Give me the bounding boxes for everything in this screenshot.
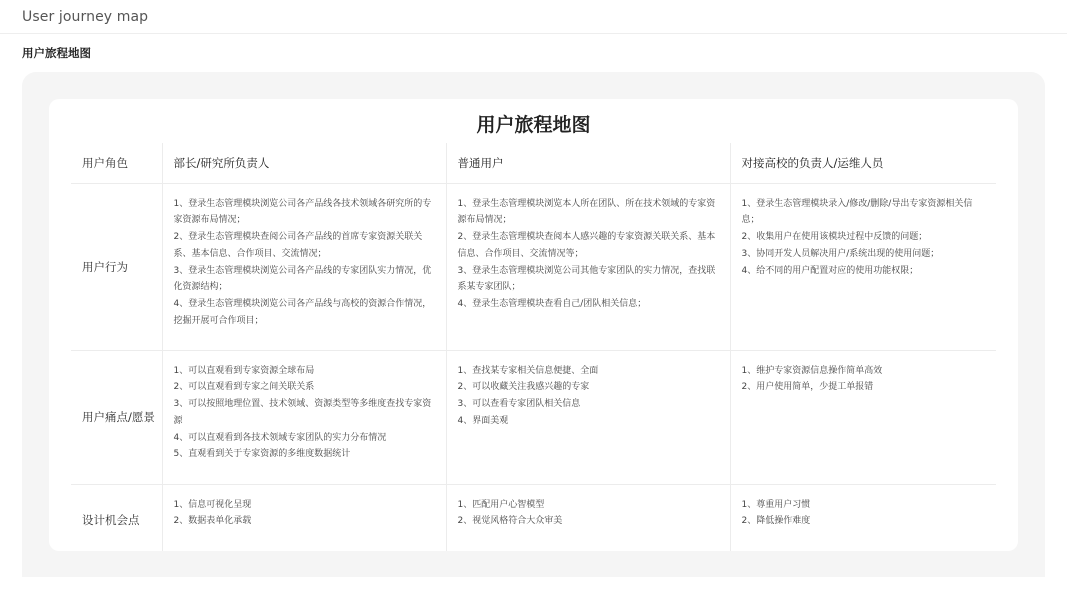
journey-map-title: 用户旅程地图 <box>476 114 591 136</box>
cell-text-line: 1、查找某专家相关信息便捷、全面 <box>457 365 599 376</box>
role-header-3: 对接高校的负责人/运维人员 <box>730 143 996 183</box>
cell-text-line: 挖掘开展可合作项目； <box>173 316 264 327</box>
cell-text-line: 2、视觉风格符合大众审美 <box>457 516 563 527</box>
pain-point-row <box>71 350 996 484</box>
cell-text-line: 1、可以直观看到专家资源全球布局 <box>173 365 315 376</box>
cell-text-line: 1、登录生态管理模块浏览本人所在团队、所在技术领域的专家资 <box>457 198 716 209</box>
role-header-2: 普通用户 <box>446 143 730 183</box>
section-label: 用户旅程地图 <box>22 46 91 60</box>
cell-text-line: 1、尊重用户习惯 <box>741 499 811 510</box>
journey-map-table <box>71 143 996 551</box>
cell-text-line: 系某专家团队； <box>457 282 521 293</box>
cell-text-line: 3、登录生态管理模块浏览公司各产品线的专家团队实力情况，优 <box>173 265 432 276</box>
cell-text-line: 2、降低操作难度 <box>741 516 811 527</box>
cell-text-line: 4、给不同的用户配置对应的使用功能权限； <box>741 265 919 276</box>
cell-text-line: 3、可以查看专家团队相关信息 <box>457 399 581 410</box>
cell-text-line: 家资源布局情况； <box>173 215 246 226</box>
cell-text-line: 4、可以直观看到各技术领域专家团队的实力分布情况 <box>173 432 387 443</box>
cell-text-line: 2、登录生态管理模块查阅本人感兴趣的专家资源关联关系、基本 <box>457 232 716 243</box>
cell-text-line: 2、收集用户在使用该模块过程中反馈的问题； <box>741 232 928 243</box>
cell-text-line: 源 <box>173 415 183 426</box>
cell-text-line: 5、直观看到关于专家资源的多维度数据统计 <box>173 449 351 460</box>
cell-text-line: 1、维护专家资源信息操作简单高效 <box>741 365 883 376</box>
cell-text-line: 1、匹配用户心智模型 <box>457 499 545 510</box>
row-label-design-opportunities: 设计机会点 <box>71 484 162 551</box>
row-label-pain-points: 用户痛点/愿景 <box>71 350 162 484</box>
cell-text-line: 2、可以直观看到专家之间关联关系 <box>173 382 315 393</box>
cell-text-line: 4、登录生态管理模块查看自己/团队相关信息； <box>457 299 647 310</box>
cell-text-line: 2、用户使用简单，少提工单报错 <box>741 382 874 393</box>
pain-point-cell <box>730 350 996 484</box>
cell-text-line: 源布局情况； <box>457 215 512 226</box>
top-bar <box>0 0 1067 34</box>
role-header-1: 部长/研究所负责人 <box>162 143 446 183</box>
cell-text-line: 1、登录生态管理模块浏览公司各产品线各技术领域各研究所的专 <box>173 198 432 209</box>
design-opportunity-cell <box>446 484 730 551</box>
cell-text-line: 1、登录生态管理模块录入/修改/删除/导出专家资源相关信息； <box>741 198 973 226</box>
cell-text-line: 1、信息可视化呈现 <box>173 499 252 510</box>
pain-point-cell <box>162 350 446 484</box>
cell-text-line: 2、数据表单化承载 <box>173 516 252 527</box>
behavior-cell <box>730 183 996 350</box>
cell-text-line: 3、登录生态管理模块浏览公司其他专家团队的实力情况，查找联 <box>457 265 716 276</box>
cell-text-line: 化资源结构； <box>173 282 228 293</box>
design-opportunity-cell <box>730 484 996 551</box>
cell-text-line: 4、登录生态管理模块浏览公司各产品线与高校的资源合作情况， <box>173 299 432 310</box>
row-label-behavior: 用户行为 <box>71 183 162 350</box>
cell-text-line: 2、可以收藏关注我感兴趣的专家 <box>457 382 590 393</box>
behavior-cell <box>446 183 730 350</box>
cell-text-line: 信息、合作项目、交流情况等； <box>457 248 584 259</box>
cell-text-line: 3、可以按照地理位置、技术领域、资源类型等多维度查找专家资 <box>173 399 432 410</box>
behavior-cell <box>162 183 446 350</box>
role-header-row <box>71 143 996 183</box>
row-label-role: 用户角色 <box>82 155 128 170</box>
journey-map-card <box>49 99 1018 551</box>
cell-text-line: 4、界面美观 <box>457 415 509 426</box>
behavior-row <box>71 183 996 350</box>
design-opportunity-cell <box>162 484 446 551</box>
design-opportunity-row <box>71 484 996 551</box>
page-title: User journey map <box>22 9 149 25</box>
pain-point-cell <box>446 350 730 484</box>
journey-map-panel <box>22 72 1045 577</box>
cell-text-line: 2、登录生态管理模块查阅公司各产品线的首席专家资源关联关 <box>173 232 423 243</box>
cell-text-line: 3、协同开发人员解决用户/系统出现的使用问题； <box>741 248 940 259</box>
cell-text-line: 系、基本信息、合作项目、交流情况； <box>173 248 327 259</box>
